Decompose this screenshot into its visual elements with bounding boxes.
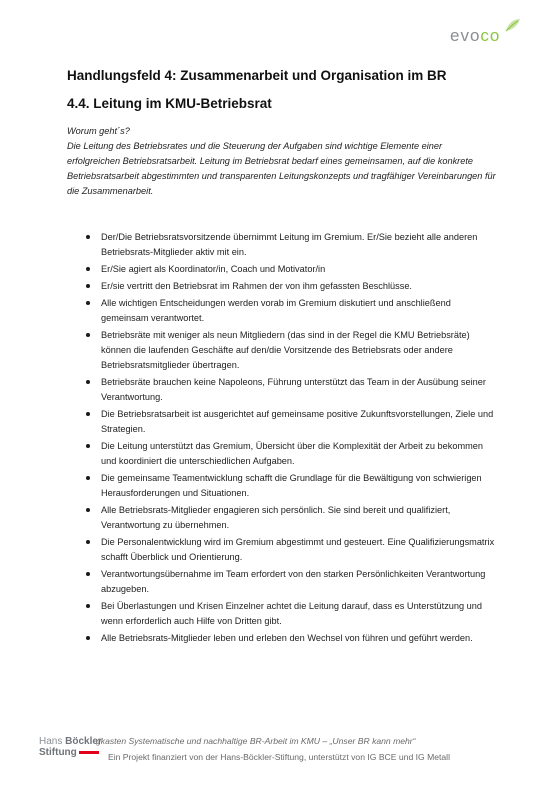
list-item-text: Betriebsräte brauchen keine Napoleons, Führung unterstützt das Team in der Ausübung seiner Verantwortung. (101, 377, 486, 402)
logo-red-bar (79, 751, 99, 754)
bullet-icon (86, 540, 90, 544)
list-item (86, 296, 496, 326)
list-item (86, 407, 496, 437)
footer-logo-line1 (39, 736, 102, 747)
list-item (86, 535, 496, 565)
list-item (86, 567, 496, 597)
logo-text-accent: co (480, 26, 501, 45)
bullet-icon (86, 508, 90, 512)
footer-funding-note: Ein Projekt finanziert von der Hans-Böckler-Stiftung, unterstützt von IG BCE und IG Metall (108, 752, 450, 762)
bullet-icon (86, 333, 90, 337)
list-item-text: Die Leitung unterstützt das Gremium, Übersicht über die Komplexität der Arbeit zu bekommen und koordiniert die unterschiedlichen Aufgaben. (101, 441, 483, 466)
footer-logo-line2 (39, 747, 102, 758)
bullet-list (86, 230, 496, 648)
bullet-icon (86, 636, 90, 640)
bullet-icon (86, 476, 90, 480)
list-item-text: Alle Betriebsrats-Mitglieder leben und erleben den Wechsel von führen und geführt werden. (101, 633, 473, 643)
list-item-text: Die Betriebsratsarbeit ist ausgerichtet auf gemeinsame positive Zukunftsvorstellungen, Ziele und Strategien. (101, 409, 494, 434)
list-item (86, 328, 496, 373)
intro-block (67, 124, 497, 199)
bullet-icon (86, 572, 90, 576)
subsection-heading: 4.4. Leitung im KMU-Betriebsrat (67, 96, 272, 111)
bullet-icon (86, 301, 90, 305)
bullet-icon (86, 380, 90, 384)
list-item (86, 631, 496, 646)
list-item-text: Bei Überlastungen und Krisen Einzelner achtet die Leitung darauf, dass es Unterstützung und wenn erforderlich auch Hilfe von Dritten gibt. (101, 601, 483, 626)
bullet-icon (86, 412, 90, 416)
intro-lead: Worum geht´s? (67, 126, 130, 136)
intro-body: Die Leitung des Betriebsrates und die Steuerung der Aufgaben sind wichtige Elemente einer erfolgreichen Betriebsratsarbeit. Leitung im Betriebsrat bedarf eines gemeinsamen, auf die konkrete Betriebsratsarbeit abgestimmten und transparenten Leitungskonzepts und tragfähiger Vereinbarungen für die Zusammenarbeit. (67, 141, 496, 196)
list-item-text: Betriebsräte mit weniger als neun Mitgliedern (das sind in der Regel die KMU Betriebsräte) können die laufenden Geschäfte auf den/die Vorsitzende des Betriebsrats oder andere Betriebsratsmitglieder übertragen. (101, 330, 470, 370)
evoco-logo (450, 26, 500, 46)
list-item (86, 279, 496, 294)
bullet-icon (86, 444, 90, 448)
list-item-text: Verantwortungsübernahme im Team erfordert von den starken Persönlichkeiten Verantwortung abzugeben. (101, 569, 486, 594)
list-item-text: Er/Sie agiert als Koordinator/in, Coach und Motivator/in (101, 264, 326, 274)
list-item (86, 439, 496, 469)
footer-project-title: gkasten Systematische und nachhaltige BR-Arbeit im KMU – „Unser BR kann mehr“ (96, 736, 416, 746)
list-item (86, 503, 496, 533)
footer-logo-stiftung: Stiftung (39, 747, 77, 758)
list-item (86, 230, 496, 260)
list-item-text: Alle Betriebsrats-Mitglieder engagieren sich persönlich. Sie sind bereit und qualifiziert, Verantwortung zu übernehmen. (101, 505, 451, 530)
footer-logo-light: Hans (39, 736, 66, 747)
bullet-icon (86, 235, 90, 239)
leaf-icon (505, 18, 521, 32)
list-item (86, 599, 496, 629)
hans-boeckler-logo (39, 736, 102, 758)
bullet-icon (86, 267, 90, 271)
list-item (86, 375, 496, 405)
logo-text-main: evo (450, 26, 481, 45)
list-item-text: Er/sie vertritt den Betriebsrat im Rahmen der von ihm gefassten Beschlüsse. (101, 281, 412, 291)
section-heading: Handlungsfeld 4: Zusammenarbeit und Organisation im BR (67, 68, 447, 83)
list-item-text: Die Personalentwicklung wird im Gremium abgestimmt und gesteuert. Eine Qualifizierungsmatrix schafft Überblick und Orientierung. (101, 537, 495, 562)
list-item-text: Der/Die Betriebsratsvorsitzende übernimmt Leitung im Gremium. Er/Sie bezieht alle anderen Betriebsrats-Mitglieder aktiv mit ein. (101, 232, 478, 257)
list-item-text: Alle wichtigen Entscheidungen werden vorab im Gremium diskutiert und anschließend gemeinsam verantwortet. (101, 298, 451, 323)
bullet-icon (86, 604, 90, 608)
list-item (86, 262, 496, 277)
bullet-icon (86, 284, 90, 288)
footer-logo-bold: Böckler (65, 736, 102, 747)
list-item (86, 471, 496, 501)
list-item-text: Die gemeinsame Teamentwicklung schafft die Grundlage für die Bewältigung von schwierigen Herausforderungen und Situationen. (101, 473, 482, 498)
